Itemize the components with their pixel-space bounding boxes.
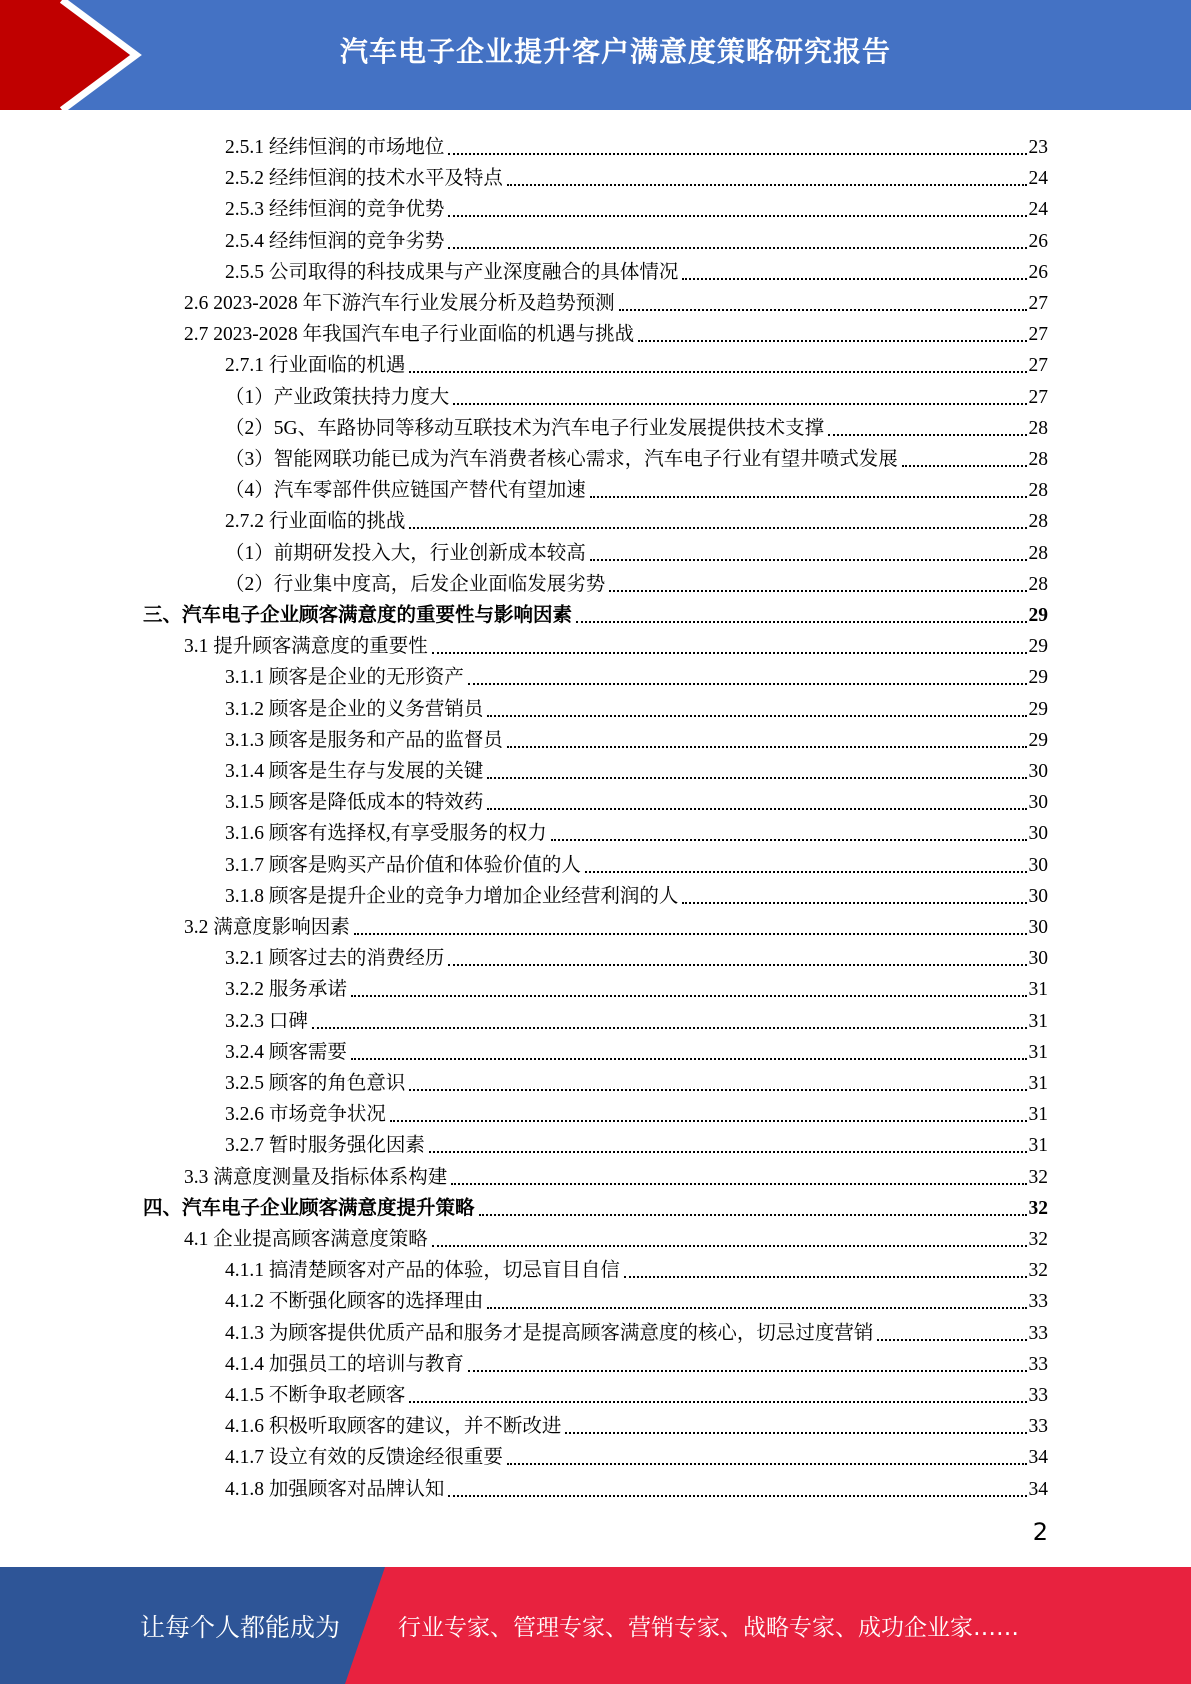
- toc-entry[interactable]: [225, 1314, 1048, 1345]
- toc-entry[interactable]: [225, 1251, 1048, 1282]
- toc-leader-dots: [479, 1214, 1027, 1216]
- toc-entry-title: 三、汽车电子企业顾客满意度的重要性与影响因素: [143, 605, 573, 626]
- toc-entry-page: 28: [1028, 449, 1048, 470]
- toc-entry-title: （4）汽车零部件供应链国产替代有望加速: [225, 480, 586, 502]
- toc-entry-title: 3.1.4 顾客是生存与发展的关键: [225, 761, 484, 782]
- toc-entry[interactable]: [225, 502, 1048, 533]
- toc-leader-dots: [453, 403, 1026, 405]
- toc-entry-title: 2.5.3 经纬恒润的竞争优势: [225, 199, 445, 221]
- toc-leader-dots: [902, 465, 1027, 467]
- toc-entry-page: 30: [1028, 948, 1048, 970]
- toc-leader-dots: [487, 715, 1026, 717]
- toc-entry-title: 2.7.2 行业面临的挑战: [225, 511, 406, 533]
- toc-entry-page: 27: [1028, 293, 1048, 314]
- toc-entry-title: 3.3 满意度测量及指标体系构建: [184, 1166, 448, 1188]
- toc-entry-title: 2.5.5 公司取得的科技成果与产业深度融合的具体情况: [225, 261, 679, 283]
- toc-entry-title: （1）前期研发投入大，行业创新成本较高: [225, 542, 586, 564]
- toc-entry-title: 2.7.1 行业面临的机遇: [225, 355, 406, 377]
- toc-entry[interactable]: [225, 253, 1048, 284]
- toc-leader-dots: [576, 621, 1026, 623]
- toc-leader-dots: [429, 1151, 1027, 1153]
- toc-entry-page: 31: [1028, 1041, 1048, 1063]
- toc-leader-dots: [448, 153, 1026, 155]
- toc-entry-page: 34: [1028, 1447, 1048, 1469]
- toc-entry-title: 3.2.6 市场竞争状况: [225, 1104, 386, 1126]
- toc-entry[interactable]: [184, 1220, 1048, 1251]
- toc-entry[interactable]: [143, 1189, 1048, 1220]
- toc-entry-page: 31: [1028, 1010, 1048, 1032]
- toc-entry-page: 27: [1028, 324, 1048, 346]
- toc-entry-page: 26: [1028, 230, 1048, 252]
- toc-leader-dots: [624, 1276, 1027, 1278]
- toc-entry-page: 33: [1028, 1385, 1048, 1406]
- toc-entry[interactable]: [225, 1345, 1048, 1376]
- toc-entry[interactable]: [225, 1002, 1048, 1033]
- toc-leader-dots: [682, 902, 1026, 904]
- toc-entry-title: 2.5.4 经纬恒润的竞争劣势: [225, 230, 445, 252]
- toc-entry-title: 3.2.3 口碑: [225, 1010, 308, 1032]
- toc-entry-title: 2.5.1 经纬恒润的市场地位: [225, 137, 445, 158]
- toc-entry-title: 4.1.4 加强员工的培训与教育: [225, 1353, 464, 1375]
- footer-slogan-left: 让每个人都能成为: [140, 1612, 341, 1642]
- toc-leader-dots: [468, 683, 1027, 685]
- toc-entry-page: 28: [1028, 542, 1048, 564]
- toc-entry[interactable]: [225, 409, 1048, 440]
- toc-leader-dots: [551, 839, 1027, 841]
- toc-entry-title: 2.7 2023-2028 年我国汽车电子行业面临的机遇与挑战: [184, 324, 635, 346]
- toc-leader-dots: [585, 871, 1027, 873]
- toc-leader-dots: [565, 1432, 1026, 1434]
- toc-entry-title: 4.1.1 搞清楚顾客对产品的体验，切忌盲目自信: [225, 1260, 620, 1282]
- toc-leader-dots: [432, 652, 1027, 654]
- toc-entry[interactable]: [184, 315, 1048, 346]
- toc-leader-dots: [507, 184, 1027, 186]
- toc-entry[interactable]: [225, 378, 1048, 409]
- toc-leader-dots: [448, 215, 1026, 217]
- toc-entry-title: 3.1.6 顾客有选择权,有享受服务的权力: [225, 823, 547, 845]
- toc-entry-page: 23: [1028, 137, 1048, 158]
- toc-leader-dots: [507, 1463, 1027, 1465]
- toc-leader-dots: [468, 1370, 1027, 1372]
- toc-entry-page: 29: [1028, 729, 1048, 751]
- toc-entry[interactable]: [225, 534, 1048, 565]
- toc-entry-title: 4.1.7 设立有效的反馈途经很重要: [225, 1447, 503, 1469]
- toc-entry-page: 32: [1028, 1229, 1048, 1250]
- toc-entry-page: 26: [1028, 261, 1048, 283]
- toc-leader-dots: [590, 496, 1027, 498]
- toc-entry-title: 4.1 企业提高顾客满意度策略: [184, 1229, 428, 1250]
- toc-entry-page: 27: [1028, 386, 1048, 408]
- toc-leader-dots: [312, 1027, 1027, 1029]
- toc-entry[interactable]: [225, 159, 1048, 190]
- toc-entry-title: （2）行业集中度高，后发企业面临发展劣势: [225, 573, 606, 595]
- toc-entry-page: 28: [1028, 573, 1048, 595]
- toc-leader-dots: [432, 1245, 1027, 1247]
- toc-leader-dots: [351, 1058, 1027, 1060]
- toc-entry[interactable]: [225, 1095, 1048, 1126]
- toc-entry[interactable]: [225, 1438, 1048, 1469]
- toc-leader-dots: [590, 559, 1027, 561]
- page-header: [0, 0, 1191, 110]
- toc-entry[interactable]: [225, 846, 1048, 877]
- header-arrow-icon: [0, 0, 150, 110]
- toc-entry-page: 29: [1028, 636, 1048, 658]
- toc-entry-page: 27: [1028, 355, 1048, 377]
- toc-entry-page: 31: [1028, 1104, 1048, 1126]
- toc-entry-page: 30: [1028, 917, 1048, 938]
- report-title: 汽车电子企业提升客户满意度策略研究报告: [339, 35, 891, 68]
- toc-leader-dots: [448, 247, 1026, 249]
- toc-entry-title: 3.1.8 顾客是提升企业的竞争力增加企业经营利润的人: [225, 885, 679, 907]
- toc-leader-dots: [487, 808, 1026, 810]
- page-number: 2: [1032, 1518, 1048, 1546]
- toc-entry[interactable]: [225, 814, 1048, 845]
- toc-entry-page: 31: [1028, 979, 1048, 1001]
- toc-entry-title: 3.2.1 顾客过去的消费经历: [225, 948, 445, 970]
- toc-entry-page: 34: [1028, 1478, 1048, 1500]
- toc-entry-page: 32: [1028, 1197, 1048, 1219]
- toc-entry[interactable]: [225, 1064, 1048, 1095]
- toc-entry-title: 3.2.7 暂时服务强化因素: [225, 1135, 425, 1157]
- toc-leader-dots: [487, 777, 1026, 779]
- toc-entry[interactable]: [225, 346, 1048, 377]
- toc-entry[interactable]: [225, 1376, 1048, 1407]
- toc-leader-dots: [507, 746, 1027, 748]
- toc-leader-dots: [409, 527, 1026, 529]
- toc-entry-page: 33: [1028, 1416, 1048, 1438]
- toc-entry-page: 32: [1028, 1166, 1048, 1188]
- toc-leader-dots: [409, 371, 1026, 373]
- toc-entry-title: 4.1.3 为顾客提供优质产品和服务才是提高顾客满意度的核心，切忌过度营销: [225, 1322, 874, 1344]
- toc-entry[interactable]: [225, 752, 1048, 783]
- toc-entry-page: 28: [1028, 417, 1048, 439]
- toc-entry[interactable]: [225, 1470, 1048, 1501]
- toc-entry-title: 4.1.8 加强顾客对品牌认知: [225, 1478, 445, 1500]
- toc-entry[interactable]: [225, 1407, 1048, 1438]
- toc-entry[interactable]: [184, 908, 1048, 939]
- toc-entry[interactable]: [225, 1033, 1048, 1064]
- toc-entry[interactable]: [225, 1126, 1048, 1157]
- toc-leader-dots: [451, 1183, 1026, 1185]
- toc-leader-dots: [877, 1339, 1026, 1341]
- toc-leader-dots: [351, 995, 1027, 997]
- toc-leader-dots: [448, 964, 1026, 966]
- toc-entry-page: 31: [1028, 1073, 1048, 1094]
- toc-entry[interactable]: [225, 190, 1048, 221]
- toc-entry-page: 30: [1028, 823, 1048, 845]
- toc-entry[interactable]: [225, 658, 1048, 689]
- toc-entry-title: 3.1.2 顾客是企业的义务营销员: [225, 698, 484, 720]
- toc-entry-page: 33: [1028, 1322, 1048, 1344]
- toc-entry-title: 四、汽车电子企业顾客满意度提升策略: [143, 1197, 475, 1219]
- toc-leader-dots: [619, 309, 1027, 311]
- toc-entry-page: 24: [1028, 168, 1048, 190]
- toc-entry-title: 3.2.2 服务承诺: [225, 979, 347, 1001]
- toc-entry-title: 4.1.5 不断争取老顾客: [225, 1385, 406, 1406]
- toc-entry-title: 3.1.5 顾客是降低成本的特效药: [225, 792, 484, 814]
- footer-slogan-right: 行业专家、管理专家、营销专家、战略专家、成功企业家……: [398, 1615, 1019, 1641]
- toc-entry[interactable]: [184, 284, 1048, 315]
- toc-entry-page: 33: [1028, 1291, 1048, 1313]
- toc-leader-dots: [390, 1120, 1027, 1122]
- toc-leader-dots: [828, 434, 1026, 436]
- toc-leader-dots: [487, 1307, 1026, 1309]
- toc-entry[interactable]: [225, 565, 1048, 596]
- toc-entry[interactable]: [225, 222, 1048, 253]
- toc-entry[interactable]: [225, 783, 1048, 814]
- toc-entry-title: 3.2.5 顾客的角色意识: [225, 1073, 406, 1094]
- toc-entry-page: 30: [1028, 761, 1048, 782]
- toc-entry-title: 3.2.4 顾客需要: [225, 1041, 347, 1063]
- toc-entry-title: 3.1.1 顾客是企业的无形资产: [225, 667, 464, 689]
- toc-entry[interactable]: [184, 627, 1048, 658]
- toc-entry-title: 2.6 2023-2028 年下游汽车行业发展分析及趋势预测: [184, 293, 615, 314]
- toc-entry-title: （2）5G、车路协同等移动互联技术为汽车电子行业发展提供技术支撑: [225, 417, 825, 439]
- toc-leader-dots: [354, 933, 1027, 935]
- page-footer: [0, 1567, 1191, 1684]
- toc-entry-title: 4.1.2 不断强化顾客的选择理由: [225, 1291, 484, 1313]
- toc-entry-title: 3.2 满意度影响因素: [184, 917, 350, 938]
- toc-entry-page: 29: [1028, 698, 1048, 720]
- toc-entry-page: 32: [1028, 1260, 1048, 1282]
- toc-entry-page: 29: [1028, 605, 1048, 626]
- toc-entry[interactable]: [184, 1158, 1048, 1189]
- toc-entry-page: 24: [1028, 199, 1048, 221]
- toc-entry[interactable]: [225, 939, 1048, 970]
- toc-leader-dots: [409, 1089, 1026, 1091]
- toc-entry-title: 3.1.3 顾客是服务和产品的监督员: [225, 729, 503, 751]
- toc-entry-page: 30: [1028, 792, 1048, 814]
- toc-entry-title: 2.5.2 经纬恒润的技术水平及特点: [225, 168, 503, 190]
- toc-leader-dots: [448, 1495, 1026, 1497]
- toc-entry-title: 3.1.7 顾客是购买产品价值和体验价值的人: [225, 854, 581, 876]
- toc-entry[interactable]: [225, 128, 1048, 159]
- toc-entry[interactable]: [225, 1282, 1048, 1313]
- toc-leader-dots: [409, 1401, 1026, 1403]
- toc-entry-page: 33: [1028, 1353, 1048, 1375]
- toc-entry-page: 29: [1028, 667, 1048, 689]
- toc-entry-page: 30: [1028, 854, 1048, 876]
- toc-entry[interactable]: [225, 440, 1048, 471]
- toc-entry-title: 3.1 提升顾客满意度的重要性: [184, 636, 428, 658]
- toc-entry-title: 4.1.6 积极听取顾客的建议，并不断改进: [225, 1416, 562, 1438]
- toc-leader-dots: [638, 340, 1026, 342]
- toc-entry[interactable]: [143, 596, 1048, 627]
- toc-leader-dots: [682, 278, 1026, 280]
- toc-entry[interactable]: [225, 471, 1048, 502]
- toc-entry[interactable]: [225, 970, 1048, 1001]
- toc-entry-page: 31: [1028, 1135, 1048, 1157]
- toc-leader-dots: [609, 590, 1026, 592]
- toc-entry-page: 28: [1028, 511, 1048, 533]
- toc-entry-page: 28: [1028, 480, 1048, 502]
- toc-entry[interactable]: [225, 721, 1048, 752]
- toc-entry-title: （3）智能网联功能已成为汽车消费者核心需求，汽车电子行业有望井喷式发展: [225, 449, 898, 470]
- toc-entry-title: （1）产业政策扶持力度大: [225, 386, 450, 408]
- toc-entry[interactable]: [225, 877, 1048, 908]
- toc-entry-page: 30: [1028, 885, 1048, 907]
- toc-entry[interactable]: [225, 690, 1048, 721]
